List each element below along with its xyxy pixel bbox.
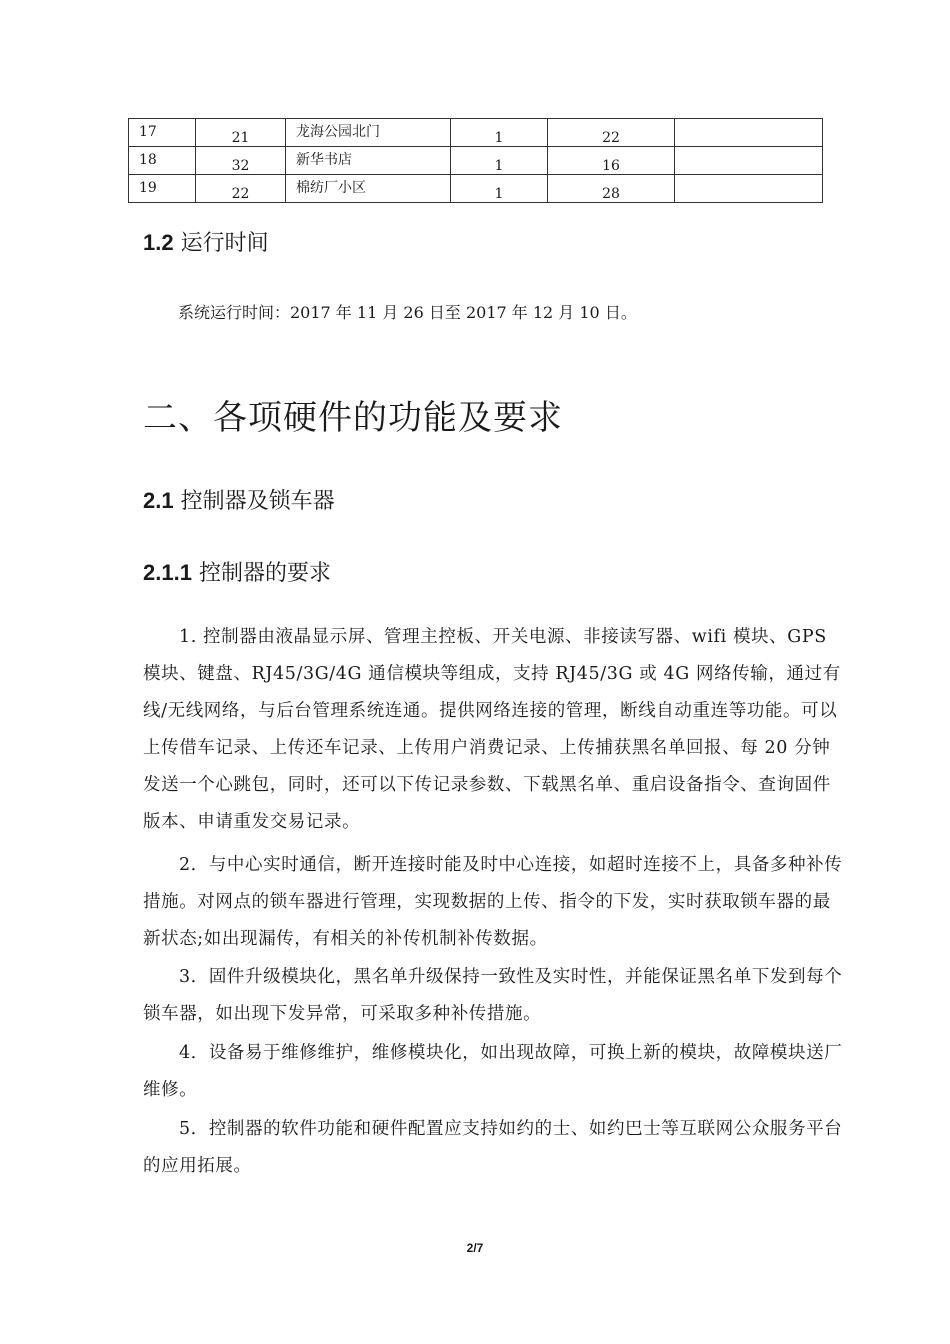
table-row xyxy=(129,119,823,147)
remark-cell-text xyxy=(685,119,822,131)
table-row xyxy=(129,175,823,203)
section-heading-1-2 xyxy=(143,226,269,257)
row-number-cell-text: 18 xyxy=(139,152,157,168)
value-cell xyxy=(548,147,675,175)
value-cell xyxy=(548,175,675,203)
station-name-cell xyxy=(286,175,451,203)
station-name-cell xyxy=(286,147,451,175)
quantity-cell xyxy=(451,175,548,203)
quantity-cell-text: 1 xyxy=(494,186,504,202)
station-name-cell-text: 龙海公园北门 xyxy=(296,124,380,140)
section-heading-2-1 xyxy=(143,484,335,515)
paragraph-2: 2．与中心实时通信，断开连接时能及时中心连接，如超时连接不上，具备多种补传措施。对网点的锁车器进行管理，实现数据的上传、指令的下发，实时获取锁车器的最新状态;如出现漏传，有相关的补传机制补传数据。 xyxy=(143,855,843,949)
paragraph-5: 5．控制器的软件功能和硬件配置应支持如约的士、如约巴士等互联网公众服务平台的应用拓展。 xyxy=(143,1119,843,1176)
page-number: 2/7 xyxy=(466,1241,484,1255)
paragraph-4: 4．设备易于维修维护，维修模块化，如出现故障，可换上新的模块，故障模块送厂维修。 xyxy=(143,1043,843,1100)
quantity-cell xyxy=(451,147,548,175)
runtime-text: 系统运行时间：2017 年 11 月 26 日至 2017 年 12 月 10 日。 xyxy=(178,303,637,322)
station-name-cell-text: 新华书店 xyxy=(296,152,352,168)
section-title: 控制器及锁车器 xyxy=(180,489,335,514)
row-number-cell xyxy=(129,175,196,203)
section-number: 1.2 xyxy=(143,230,174,255)
remark-cell xyxy=(675,119,823,147)
remark-cell xyxy=(675,147,823,175)
station-name-cell-text: 棉纺厂小区 xyxy=(296,180,366,196)
value-cell-text: 22 xyxy=(602,130,620,146)
table-row xyxy=(129,147,823,175)
count-cell-text: 22 xyxy=(231,186,250,202)
chapter-heading-2: 二、各项硬件的功能及要求 xyxy=(143,398,563,438)
section-heading-2-1-1 xyxy=(143,556,331,587)
section-number: 2.1.1 xyxy=(143,560,192,585)
value-cell-text: 28 xyxy=(602,186,620,202)
row-number-cell xyxy=(129,147,196,175)
count-cell-text: 21 xyxy=(231,130,250,146)
paragraph-1: 1. 控制器由液晶显示屏、管理主控板、开关电源、非接读写器、wifi 模块、GPS 模块、键盘、RJ45/3G/4G 通信模块等组成，支持 RJ45/3G 或 4G 网络传输，通过有线/无线网络，与后台管理系统连通。提供网络连接的管理，断线自动重连等功能。可以上传借车记录、上传还车记录、上传用户消费记录、上传捕获黑名单回报、每 20 分钟发送一个心跳包，同时，还可以下传记录参数、下载黑名单、重启设备指令、查询固件版本、申请重发交易记录。 xyxy=(143,627,841,832)
remark-cell-text xyxy=(685,175,822,187)
section-number: 2.1 xyxy=(143,488,174,513)
row-number-cell-text: 17 xyxy=(139,124,157,140)
paragraph-3: 3．固件升级模块化，黑名单升级保持一致性及实时性，并能保证黑名单下发到每个锁车器，如出现下发异常，可采取多种补传措施。 xyxy=(143,967,843,1024)
count-cell xyxy=(196,147,286,175)
row-number-cell-text: 19 xyxy=(139,180,157,196)
value-cell-text: 16 xyxy=(602,158,620,174)
value-cell xyxy=(548,119,675,147)
row-number-cell xyxy=(129,119,196,147)
quantity-cell-text: 1 xyxy=(494,130,504,146)
count-cell xyxy=(196,175,286,203)
stations-table xyxy=(128,118,823,203)
count-cell-text: 32 xyxy=(231,158,250,174)
section-title: 控制器的要求 xyxy=(198,561,331,586)
quantity-cell xyxy=(451,119,548,147)
quantity-cell-text: 1 xyxy=(494,158,504,174)
section-title: 运行时间 xyxy=(180,231,269,256)
station-name-cell xyxy=(286,119,451,147)
remark-cell-text xyxy=(685,147,822,159)
count-cell xyxy=(196,119,286,147)
remark-cell xyxy=(675,175,823,203)
